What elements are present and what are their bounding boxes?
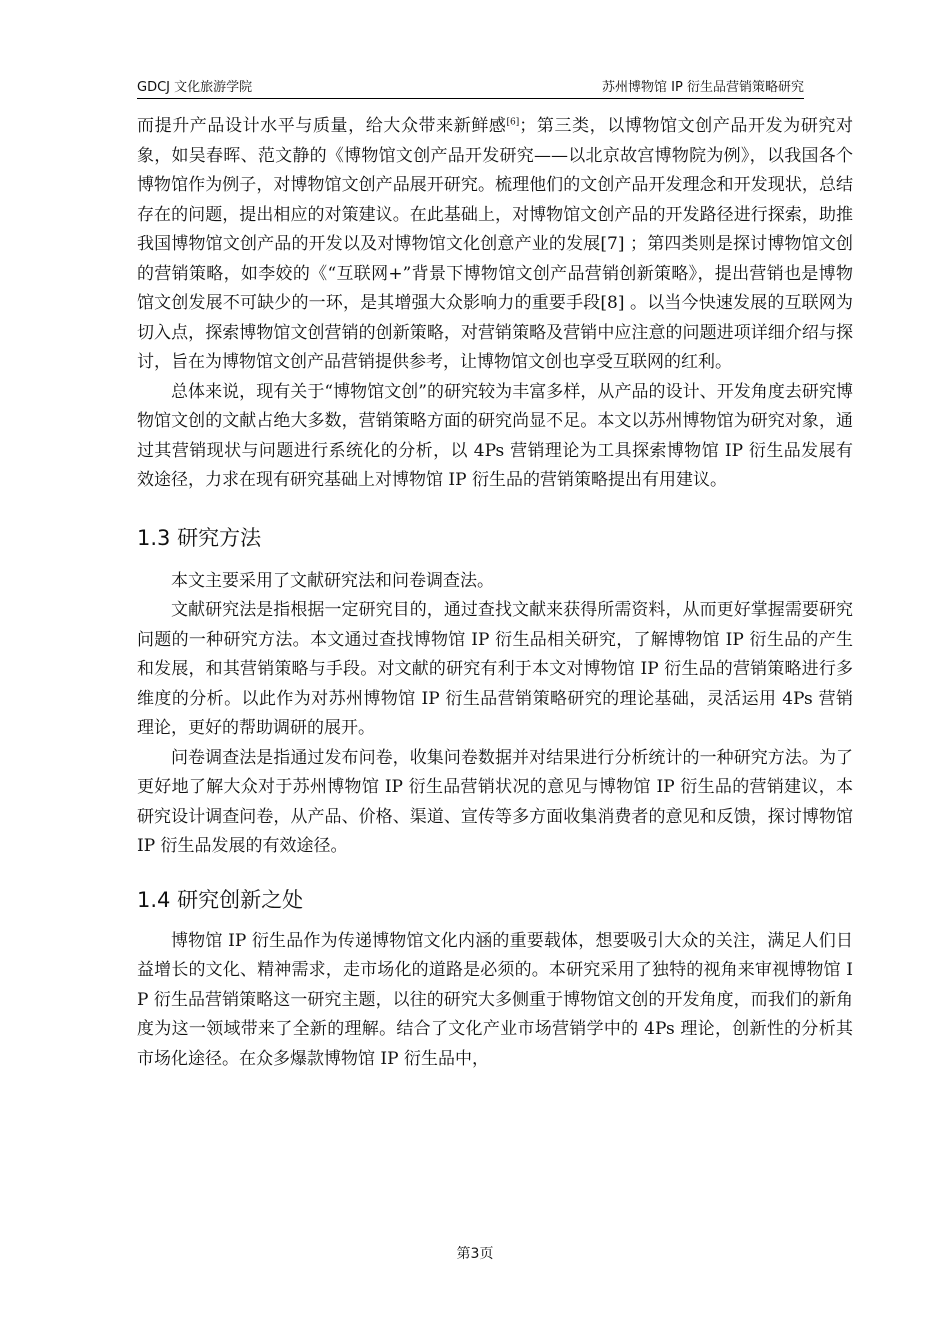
paragraph-questionnaire-method: 问卷调查法是指通过发布问卷，收集问卷数据并对结果进行分析统计的一种研究方法。为了更好地了解大众对于苏州博物馆 IP 衍生品营销状况的意见与博物馆 IP 衍生品的营销建议，本研究设计调查问卷，从产品、价格、渠道、宣传等多方面收集消费者的意见和反馈，探讨博物馆 IP 衍生品发展的有效途径。 bbox=[137, 747, 853, 856]
page-number: 第3页 bbox=[456, 1246, 494, 1262]
page-body bbox=[137, 112, 853, 1074]
paragraph-summary: 总体来说，现有关于“博物馆文创”的研究较为丰富多样，从产品的设计、开发角度去研究博物馆文创的文献占绝大多数，营销策略方面的研究尚显不足。本文以苏州博物馆为研究对象，通过其营销现状与问题进行系统化的分析，以 4Ps 营销理论为工具探索博物馆 IP 衍生品发展有效途径，力求在现有研究基础上对博物馆 IP 衍生品的营销策略提出有用建议。 bbox=[137, 381, 853, 490]
paragraph-literature-method: 文献研究法是指根据一定研究目的，通过查找文献来获得所需资料，从而更好掌握需要研究问题的一种研究方法。本文通过查找博物馆 IP 衍生品相关研究，了解博物馆 IP 衍生品的产生和发展，和其营销策略与手段。对文献的研究有利于本文对博物馆 IP 衍生品的营销策略进行多维度的分析。以此作为对苏州博物馆 IP 衍生品营销策略研究的理论基础，灵活运用 4Ps 营销理论，更好的帮助调研的展开。 bbox=[137, 600, 853, 738]
paragraph-methods-intro: 本文主要采用了文献研究法和问卷调查法。 bbox=[171, 570, 494, 591]
citation-ref: [6] bbox=[506, 117, 520, 128]
page-header bbox=[137, 78, 804, 99]
header-paper-title: 苏州博物馆 IP 衍生品营销策略研究 bbox=[602, 80, 804, 95]
paragraph-innovation: 博物馆 IP 衍生品作为传递博物馆文化内涵的重要载体，想要吸引大众的关注，满足人们日益增长的文化、精神需求，走市场化的道路是必须的。本研究采用了独特的视角来审视博物馆 IP 衍生品营销策略这一研究主题，以往的研究大多侧重于博物馆文创的开发角度，而我们的新角度为这一领域带来了全新的理解。结合了文化产业市场营销学中的 4Ps 理论，创新性的分析其市场化途径。在众多爆款博物馆 IP 衍生品中， bbox=[137, 930, 853, 1069]
paragraph-text: 而提升产品设计水平与质量，给大众带来新鲜感 bbox=[137, 116, 507, 136]
section-heading-innovation: 1.4 研究创新之处 bbox=[137, 887, 304, 912]
header-institution: GDCJ 文化旅游学院 bbox=[137, 80, 253, 95]
section-heading-methods: 1.3 研究方法 bbox=[137, 525, 262, 550]
paragraph-literature-categories bbox=[137, 112, 853, 378]
paragraph-text: ；第三类，以博物馆文创产品开发为研究对象，如吴春晖、范文静的《博物馆文创产品开发研究——以北京故宫博物院为例》，以我国各个博物馆作为例子，对博物馆文创产品展开研究。梳理他们的文创产品开发理念和开发现状，总结存在的问题，提出相应的对策建议。在此基础上，对博物馆文创产品的开发路径进行探索，助推我国博物馆文创产品的开发以及对博物馆文化创意产业的发展[7] ；第四类则是探讨博物馆文创的营销策略，如李姣的《“互联网+”背景下博物馆文创产品营销创新策略》，提出营销也是博物馆文创发展不可缺少的一环，是其增强大众影响力的重要手段[8] 。以当今快速发展的互联网为切入点，探索博物馆文创营销的创新策略，对营销策略及营销中应注意的问题进项详细介绍与探讨，旨在为博物馆文创产品营销提供参考，让博物馆文创也享受互联网的红利。 bbox=[137, 116, 854, 372]
